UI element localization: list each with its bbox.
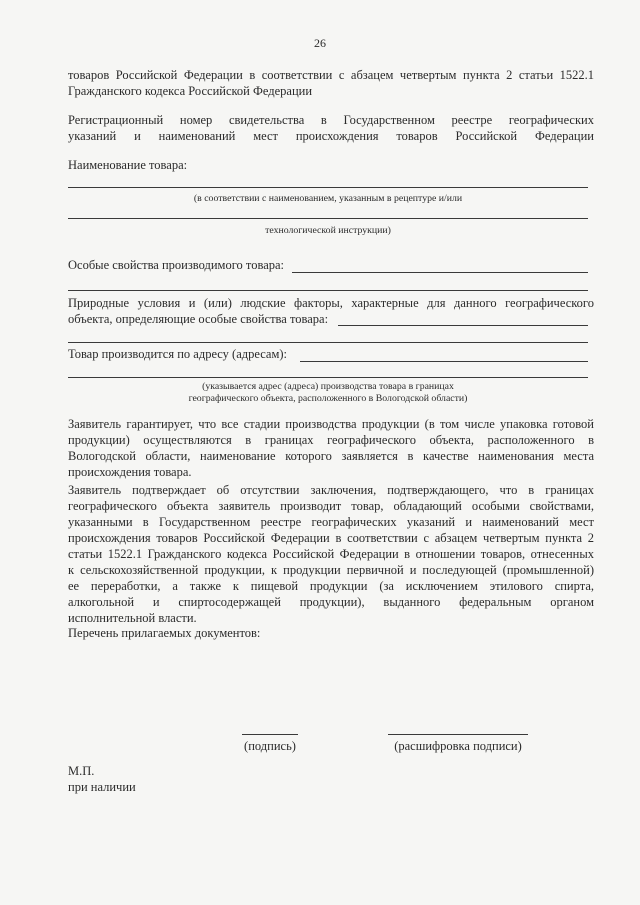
stamp-note: при наличии (68, 780, 136, 794)
confirmation-line-1: Заявитель подтверждает об отсутствии заключения, подтверждающего, что в границах (68, 483, 594, 497)
product-name-line-1 (68, 187, 588, 188)
confirmation-line-3: указанными в Государственном реестре географических указаний и наименований мест (68, 515, 594, 529)
confirmation-line-4: происхождения товаров Российской Федерации в соответствии с абзацем четвертым пункта 2 (68, 531, 594, 545)
signature-line (242, 734, 298, 735)
natural-conditions-line-1: Природные условия и (или) людские факторы, характерные для данного географического (68, 296, 594, 310)
special-props-line-2 (68, 290, 588, 291)
reg-number-line-1: Регистрационный номер свидетельства в Государственном реестре географических (68, 113, 594, 127)
guarantee-line-4: происхождения товара. (68, 465, 192, 479)
address-caption-1: (указывается адрес (адреса) производства товара в границах (202, 381, 454, 392)
product-name-line-2 (68, 218, 588, 219)
confirmation-line-8: алкогольной и спиртосодержащей продукции), выданного федеральным органом (68, 595, 594, 609)
address-line-1 (300, 361, 588, 362)
intro-line-1: товаров Российской Федерации в соответствии с абзацем четвертым пункта 2 статьи 1522.1 (68, 68, 594, 82)
product-name-caption-2: технологической инструкции) (265, 225, 391, 236)
confirmation-line-9: исполнительной власти. (68, 611, 197, 625)
natural-conditions-line-2: объекта, определяющие особые свойства товара: (68, 312, 329, 326)
signature-decode-caption: (расшифровка подписи) (394, 739, 522, 753)
signature-decode-line (388, 734, 528, 735)
address-caption-2: географического объекта, расположенного в Вологодской области) (188, 393, 468, 404)
confirmation-line-6: к сельскохозяйственной продукции, к продукции первичной и последующей (промышленной) (68, 563, 594, 577)
special-props-line-1 (292, 272, 588, 273)
page-number: 26 (314, 36, 326, 50)
signature-caption: (подпись) (244, 739, 296, 753)
address-label: Товар производится по адресу (адресам): (68, 347, 288, 361)
confirmation-line-5: статьи 1522.1 Гражданского кодекса Российской Федерации в отношении товаров, отнесенных (68, 547, 594, 561)
attachments-label: Перечень прилагаемых документов: (68, 626, 261, 640)
natural-conditions-line-b (68, 342, 588, 343)
confirmation-line-2: географического объекта заявитель производит товар, обладающий особыми свойствами, (68, 499, 594, 513)
special-props-label: Особые свойства производимого товара: (68, 258, 285, 272)
guarantee-line-3: Вологодской области, наименование которого заявляется в качестве наименования места (68, 449, 594, 463)
natural-conditions-line-a (338, 325, 588, 326)
intro-line-2: Гражданского кодекса Российской Федерации (68, 84, 313, 98)
guarantee-line-2: продукции) осуществляются в границах географического объекта, расположенного в (68, 433, 594, 447)
product-name-label: Наименование товара: (68, 158, 188, 172)
guarantee-line-1: Заявитель гарантирует, что все стадии производства продукции (в том числе упаковка готовой (68, 417, 594, 431)
stamp-label: М.П. (68, 764, 95, 778)
product-name-caption-1: (в соответствии с наименованием, указанным в рецептуре и/или (193, 193, 463, 204)
confirmation-line-7: ее переработки, а также к пищевой продукции (за исключением этилового спирта, (68, 579, 594, 593)
address-line-2 (68, 377, 588, 378)
reg-number-line-2: указаний и наименований мест происхождения товаров Российской Федерации (68, 129, 594, 143)
